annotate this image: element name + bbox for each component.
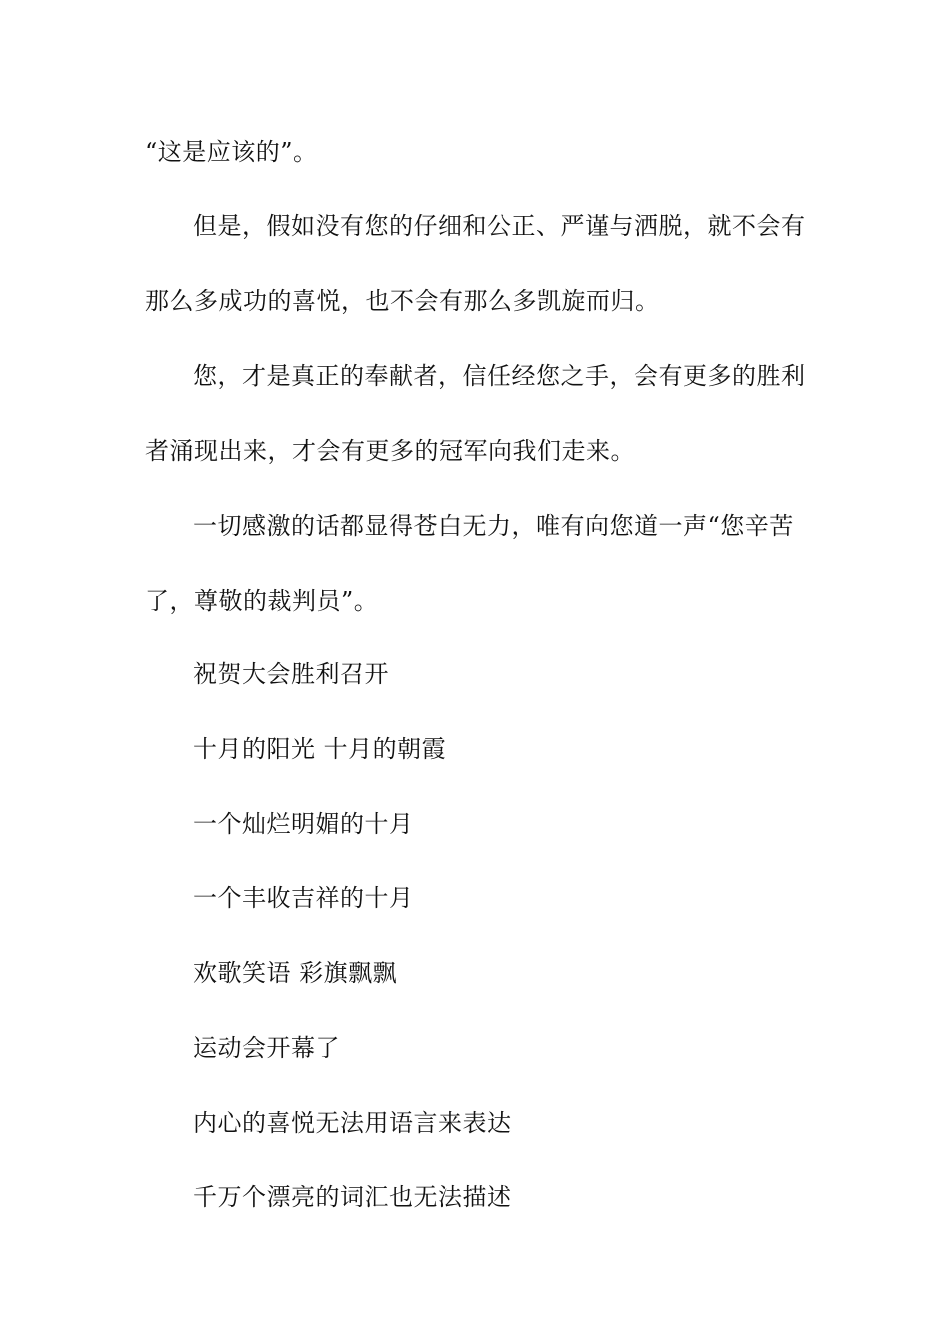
paragraph-start-line: 一切感激的话都显得苍白无力，唯有向您道一声“您辛苦	[193, 512, 794, 540]
poem-line: 欢歌笑语 彩旗飘飘	[193, 959, 398, 987]
poem-line: 一个丰收吉祥的十月	[193, 884, 414, 912]
paragraph-start-line: 您，才是真正的奉献者，信任经您之手，会有更多的胜利	[193, 362, 806, 390]
poem-line: 一个灿烂明媚的十月	[193, 810, 414, 838]
poem-line: 运动会开幕了	[193, 1034, 340, 1062]
text-line: 那么多成功的喜悦，也不会有那么多凯旋而归。	[145, 287, 660, 315]
text-line: 了，尊敬的裁判员”。	[145, 587, 379, 615]
poem-line: 内心的喜悦无法用语言来表达	[193, 1109, 512, 1137]
paragraph-start-line: 但是，假如没有您的仔细和公正、严谨与洒脱，就不会有	[193, 212, 806, 240]
poem-line: 千万个漂亮的词汇也无法描述	[193, 1183, 512, 1211]
poem-line: 十月的阳光 十月的朝霞	[193, 735, 447, 763]
text-line: “这是应该的”。	[145, 138, 318, 166]
poem-title: 祝贺大会胜利召开	[193, 660, 389, 688]
text-line: 者涌现出来，才会有更多的冠军向我们走来。	[145, 437, 635, 465]
